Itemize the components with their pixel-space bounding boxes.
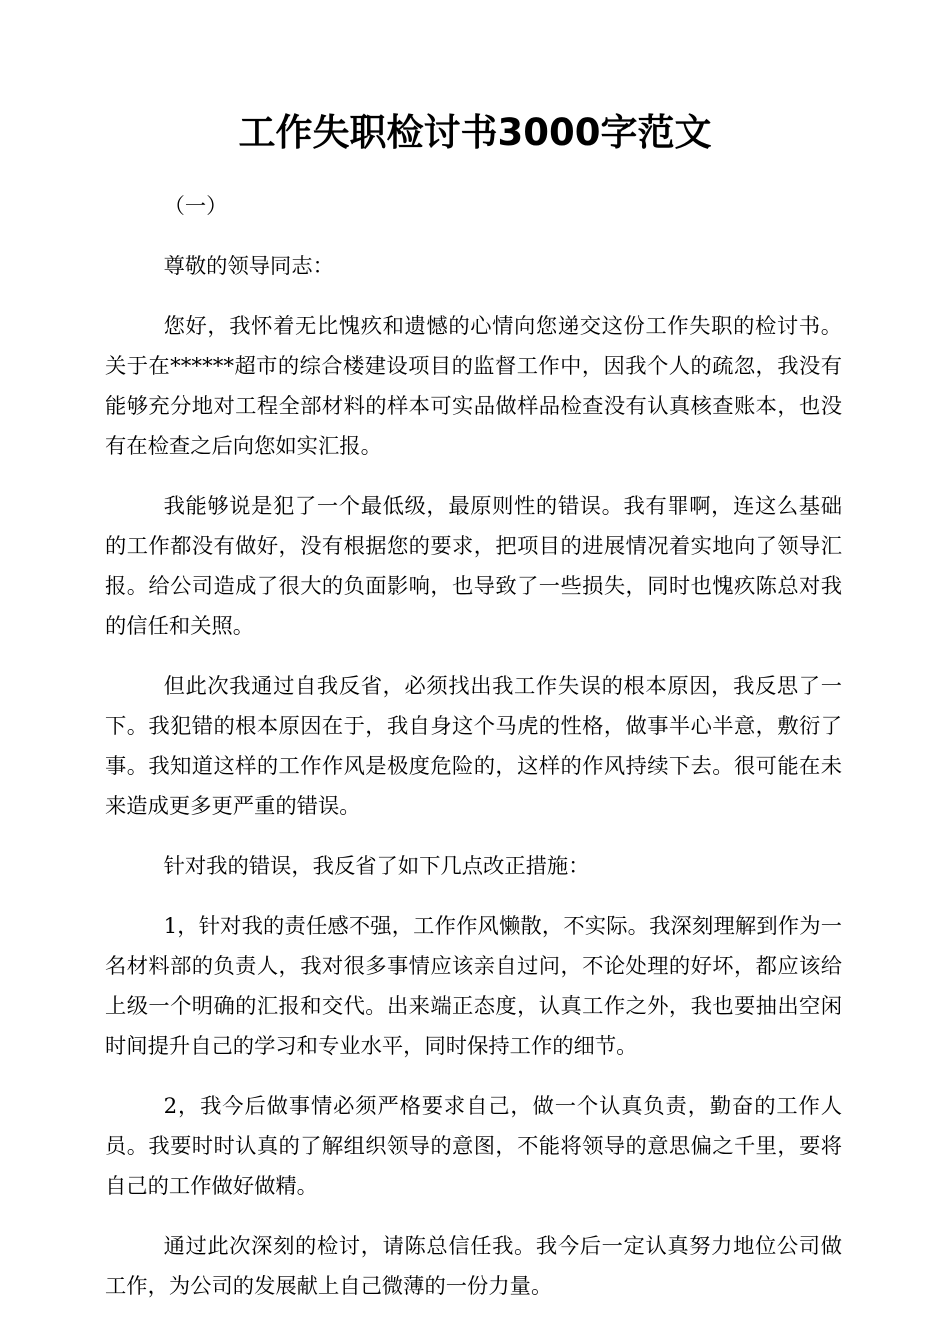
document-title: 工作失职检讨书3000字范文 [238, 111, 712, 154]
body-paragraph: 1，针对我的责任感不强，工作作风懒散，不实际。我深刻理解到作为一名材料部的负责人，我对很多事情应该亲自过问，不论处理的好坏，都应该给上级一个明确的汇报和交代。出来端正态度，认真工作之外，我也要抽出空闲时间提升自己的学习和专业水平，同时保持工作的细节。 [105, 914, 842, 1059]
body-paragraph: 但此次我通过自我反省，必须找出我工作失误的根本原因，我反思了一下。我犯错的根本原因在于，我自身这个马虎的性格，做事半心半意，敷衍了事。我知道这样的工作作风是极度危险的，这样的作风持续下去。很可能在未来造成更多更严重的错误。 [105, 674, 842, 819]
body-paragraph: 2，我今后做事情必须严格要求自己，做一个认真负责，勤奋的工作人员。我要时时认真的了解组织领导的意图，不能将领导的意思偏之千里，要将自己的工作做好做精。 [105, 1094, 842, 1199]
body-paragraph: 针对我的错误，我反省了如下几点改正措施： [163, 854, 590, 879]
body-paragraph: 您好，我怀着无比愧疚和遗憾的心情向您递交这份工作失职的检讨书。关于在******超市的综合楼建设项目的监督工作中，因我个人的疏忽，我没有能够充分地对工程全部材料的样本可实品做样品检查没有认真核查账本，也没有在检查之后向您如实汇报。 [105, 314, 842, 459]
salutation: 尊敬的领导同志： [163, 254, 334, 279]
document-body [105, 187, 842, 1327]
body-paragraph: 通过此次深刻的检讨，请陈总信任我。我今后一定认真努力地位公司做工作，为公司的发展献上自己微薄的一份力量。 [105, 1234, 842, 1299]
body-paragraph: 我能够说是犯了一个最低级，最原则性的错误。我有罪啊，连这么基础的工作都没有做好，没有根据您的要求，把项目的进展情况着实地向了领导汇报。给公司造成了很大的负面影响，也导致了一些损失，同时也愧疚陈总对我的信任和关照。 [105, 494, 842, 639]
section-number: （一） [163, 194, 228, 219]
